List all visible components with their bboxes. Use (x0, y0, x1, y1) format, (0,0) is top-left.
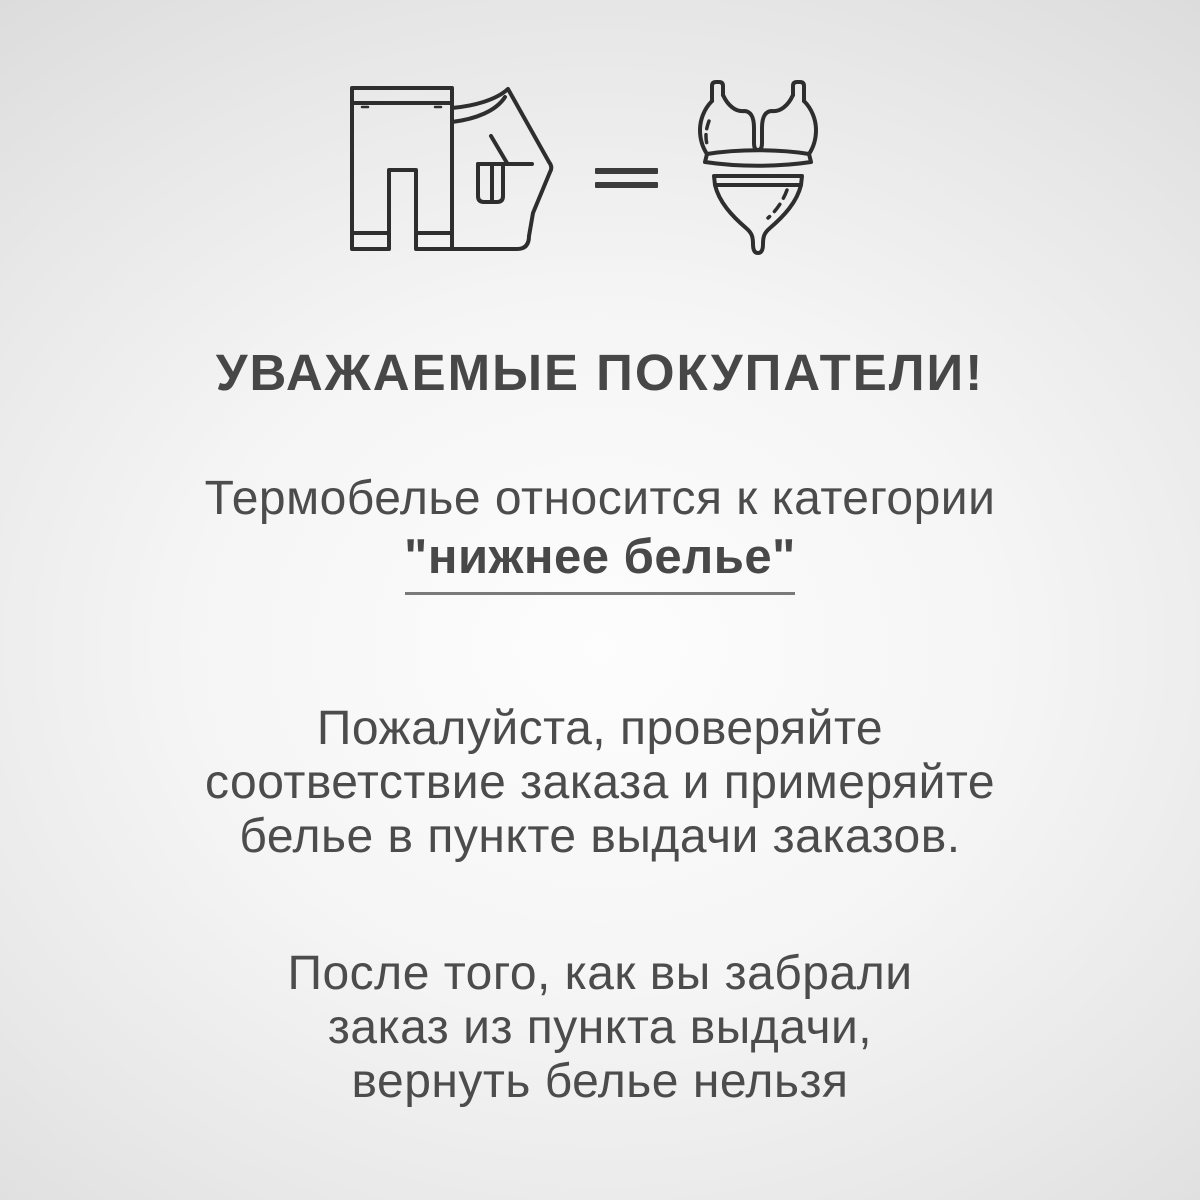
underline-divider (405, 592, 795, 595)
panty-body (715, 185, 801, 253)
panty-waistband (714, 176, 802, 185)
bra-cup-outer-right (804, 101, 816, 154)
check-order-paragraph (0, 702, 1200, 864)
category-statement (0, 470, 1200, 595)
pants-outline (352, 88, 452, 249)
no-return-line3: вернуть белье нельзя (351, 1055, 849, 1108)
equals-bar-bottom (595, 182, 658, 188)
no-return-line2: заказ из пункта выдачи, (327, 1001, 873, 1054)
check-order-line3: белье в пункте выдачи заказов. (239, 810, 961, 863)
bra-cup-dash (706, 121, 709, 144)
thermal-underwear-icon (350, 84, 556, 251)
bra-and-panties-icon (698, 80, 818, 258)
check-order-line1: Пожалуйста, проверяйте (316, 702, 884, 755)
equals-bar-top (595, 168, 658, 174)
bra-cups-top (723, 95, 793, 150)
check-order-line2: соответствие заказа и примеряйте (204, 756, 996, 809)
shirt-collar-inner (452, 97, 505, 122)
bra-strap-right (793, 82, 804, 101)
category-term-text: "нижнее белье" (404, 530, 796, 584)
shirt-fold-line (491, 136, 507, 163)
bra-strap-left (712, 82, 723, 101)
no-return-line1: После того, как вы забрали (287, 947, 913, 1000)
category-intro-text: Термобелье относится к категории (204, 472, 996, 525)
no-return-paragraph (0, 947, 1200, 1109)
bra-band (705, 150, 811, 166)
page-title: УВАЖАЕМЫЕ ПОКУПАТЕЛИ! (215, 344, 985, 401)
equals-icon (595, 168, 658, 189)
